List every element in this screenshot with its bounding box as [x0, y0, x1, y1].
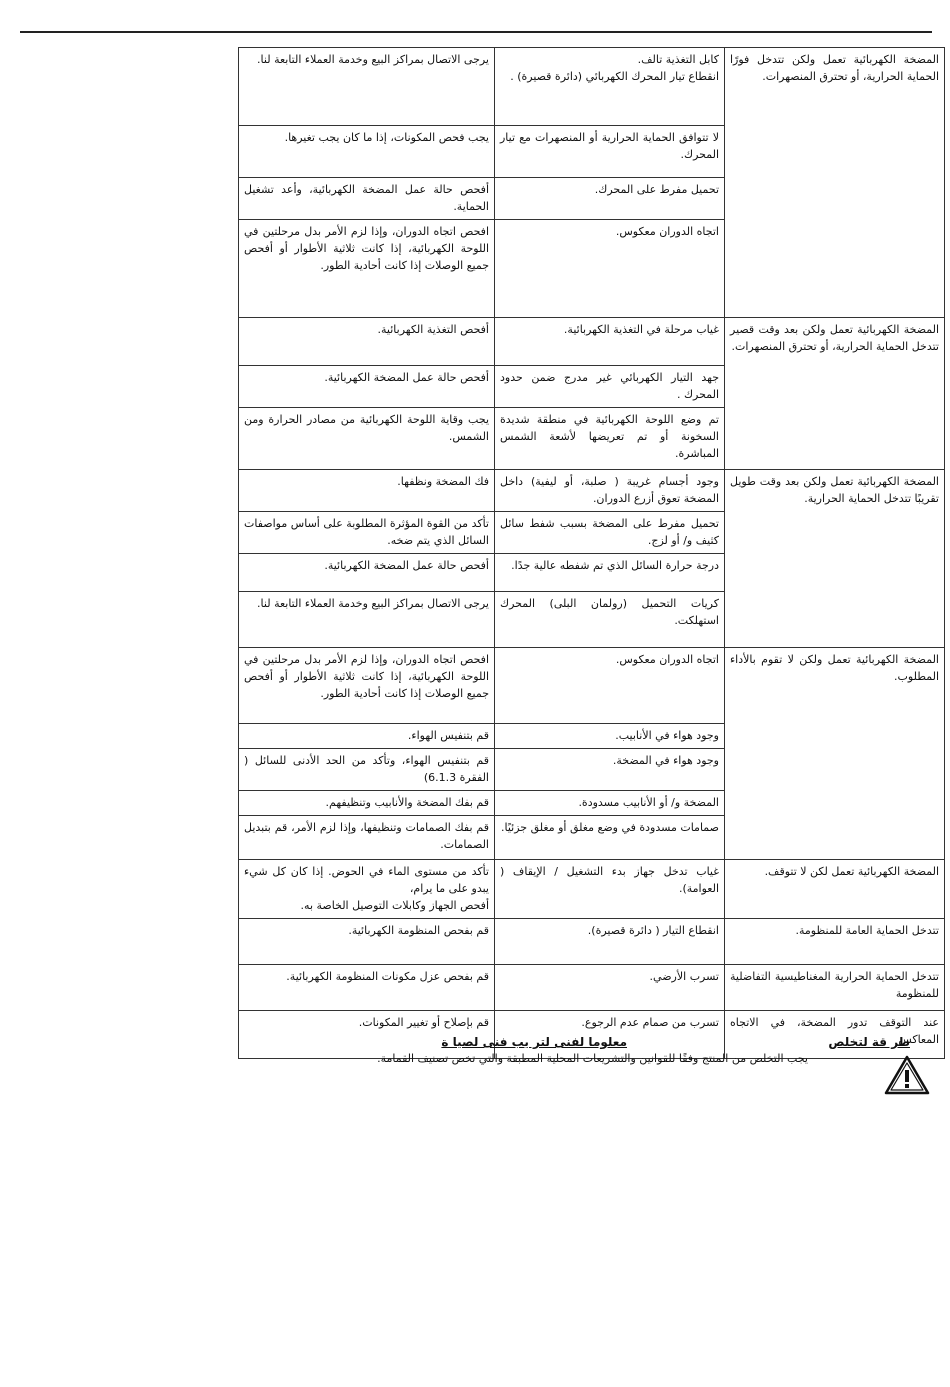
remedy-cell: يرجى الاتصال بمراكز البيع وخدمة العملاء التابعة لنا.	[239, 592, 495, 648]
cause-cell: تحميل مفرط على المضخة بسبب شفط سائل كثيف و/ أو لزج.	[495, 512, 725, 554]
remedy-cell: تأكد من القوة المؤثرة المطلوبة على أساس مواصفات السائل الذي يتم ضخه.	[239, 512, 495, 554]
cause-cell: تسرب الأرضي.	[495, 965, 725, 1011]
symptom-cell: تتدخل الحماية العامة للمنظومة.	[725, 919, 945, 965]
warning-triangle-icon	[884, 1055, 930, 1095]
cause-cell: اتجاه الدوران معكوس.	[495, 648, 725, 724]
remedy-cell: أفحص التغذية الكهربائية.	[239, 318, 495, 366]
remedy-cell: فك المضخة ونظفها.	[239, 470, 495, 512]
cause-cell: المضخة و/ أو الأنابيب مسدودة.	[495, 791, 725, 816]
table-row	[239, 470, 945, 512]
table-row	[239, 919, 945, 965]
table-row	[239, 965, 945, 1011]
symptom-cell: المضخة الكهربائية تعمل ولكن لا تقوم بالأداء المطلوب.	[725, 648, 945, 860]
technical-info-title: معلوما لفنى لتر يب فنى لصيا ة	[441, 1035, 627, 1049]
remedy-cell: قم بفك الصمامات وتنظيفها، وإذا لزم الأمر، قم بتبديل الصمامات.	[239, 816, 495, 860]
cause-cell: غياب تدخل جهاز بدء التشغيل / الإيقاف ( العوامة).	[495, 860, 725, 919]
cause-cell: انقطاع التيار ( دائرة قصيرة).	[495, 919, 725, 965]
table-row	[239, 860, 945, 919]
remedy-cell: قم بفحص المنظومة الكهربائية.	[239, 919, 495, 965]
remedy-cell: تأكد من مستوى الماء في الحوض. إذا كان كل شيء يبدو على ما يرام، أفحص الجهاز وكابلات التوصيل الخاصة به.	[239, 860, 495, 919]
remedy-cell: قم بتنفيس الهواء.	[239, 724, 495, 749]
cause-cell: غياب مرحلة في التغذية الكهربائية.	[495, 318, 725, 366]
symptom-cell: المضخة الكهربائية تعمل ولكن بعد وقت طويل تقريبًا تتدخل الحماية الحرارية.	[725, 470, 945, 648]
remedy-cell: قم بتنفيس الهواء، وتأكد من الحد الأدنى للسائل ( الفقرة 6.1.3)	[239, 749, 495, 791]
cause-cell: درجة حرارة السائل الذي تم شفطه عالية جدًا.	[495, 554, 725, 592]
cause-cell: تم وضع اللوحة الكهربائية في منطقة شديدة السخونة أو تم تعريضها لأشعة الشمس المباشرة.	[495, 408, 725, 470]
symptom-cell: تتدخل الحماية الحرارية المغناطيسية التفاضلية للمنظومة	[725, 965, 945, 1011]
remedy-cell: يرجى الاتصال بمراكز البيع وخدمة العملاء التابعة لنا.	[239, 48, 495, 126]
symptom-cell: عند التوقف تدور المضخة، في الاتجاه المعاكس	[725, 1011, 945, 1059]
cause-cell: كابل التغذية تالف. انقطاع تيار المحرك الكهربائي (دائرة قصيرة) .	[495, 48, 725, 126]
disposal-title: طر قة لتخلص	[828, 1035, 910, 1049]
table-row	[239, 48, 945, 126]
remedy-cell: أفحص حالة عمل المضخة الكهربائية.	[239, 554, 495, 592]
table-row	[239, 318, 945, 366]
remedy-cell: أفحص حالة عمل المضخة الكهربائية، وأعد تشغيل الحماية.	[239, 178, 495, 220]
cause-cell: وجود هواء في الأنابيب.	[495, 724, 725, 749]
symptom-cell: المضخة الكهربائية تعمل ولكن بعد وقت قصير تتدخل الحماية الحرارية، أو تحترق المنصهرات.	[725, 318, 945, 470]
remedy-cell: افحص اتجاه الدوران، وإذا لزم الأمر بدل مرحلتين في اللوحة الكهربائية، إذا كانت ثلاثية الأطوار أو أفحص جميع الوصلات إذا كانت أحادية الطور.	[239, 220, 495, 318]
troubleshooting-table	[238, 47, 945, 1059]
header-rule	[20, 31, 932, 33]
cause-cell: وجود هواء في المضخة.	[495, 749, 725, 791]
remedy-cell: يجب فحص المكونات، إذا ما كان يجب تغيرها.	[239, 126, 495, 178]
cause-cell: صمامات مسدودة في وضع مغلق أو مغلق جزئيًا.	[495, 816, 725, 860]
remedy-cell: قم بفحص عزل مكونات المنظومة الكهربائية.	[239, 965, 495, 1011]
remedy-cell: قم بإصلاح أو تغيير المكونات.	[239, 1011, 495, 1059]
cause-cell: لا تتوافق الحماية الحرارية أو المنصهرات مع تيار المحرك.	[495, 126, 725, 178]
cause-cell: تسرب من صمام عدم الرجوع.	[495, 1011, 725, 1059]
symptom-cell: المضخة الكهربائية تعمل ولكن تتدخل فورًا الحماية الحرارية، أو تحترق المنصهرات.	[725, 48, 945, 318]
remedy-cell: أفحص حالة عمل المضخة الكهربائية.	[239, 366, 495, 408]
cause-cell: اتجاه الدوران معكوس.	[495, 220, 725, 318]
cause-cell: تحميل مفرط على المحرك.	[495, 178, 725, 220]
cause-cell: جهد التيار الكهربائي غير مدرج ضمن حدود المحرك .	[495, 366, 725, 408]
cause-cell: وجود أجسام غريبة ( صلبة، أو ليفية) داخل المضخة تعوق أزرع الدوران.	[495, 470, 725, 512]
cause-cell: كريات التحميل (رولمان البلى) المحرك استهلكت.	[495, 592, 725, 648]
remedy-cell: افحص اتجاه الدوران، وإذا لزم الأمر بدل مرحلتين في اللوحة الكهربائية، إذا كانت ثلاثية الأطوار أو أفحص جميع الوصلات إذا كانت أحادية الطور.	[239, 648, 495, 724]
disposal-text: يجب التخلص من المنتج وفقًا للقوانين والتشريعات المحلية المطبقة والتي تخص تصنيف القمامة.	[377, 1052, 808, 1065]
remedy-cell: قم بفك المضخة والأنابيب وتنظيفهم.	[239, 791, 495, 816]
symptom-cell: المضخة الكهربائية تعمل لكن لا تتوقف.	[725, 860, 945, 919]
remedy-cell: يجب وقاية اللوحة الكهربائية من مصادر الحرارة ومن الشمس.	[239, 408, 495, 470]
table-row	[239, 648, 945, 724]
